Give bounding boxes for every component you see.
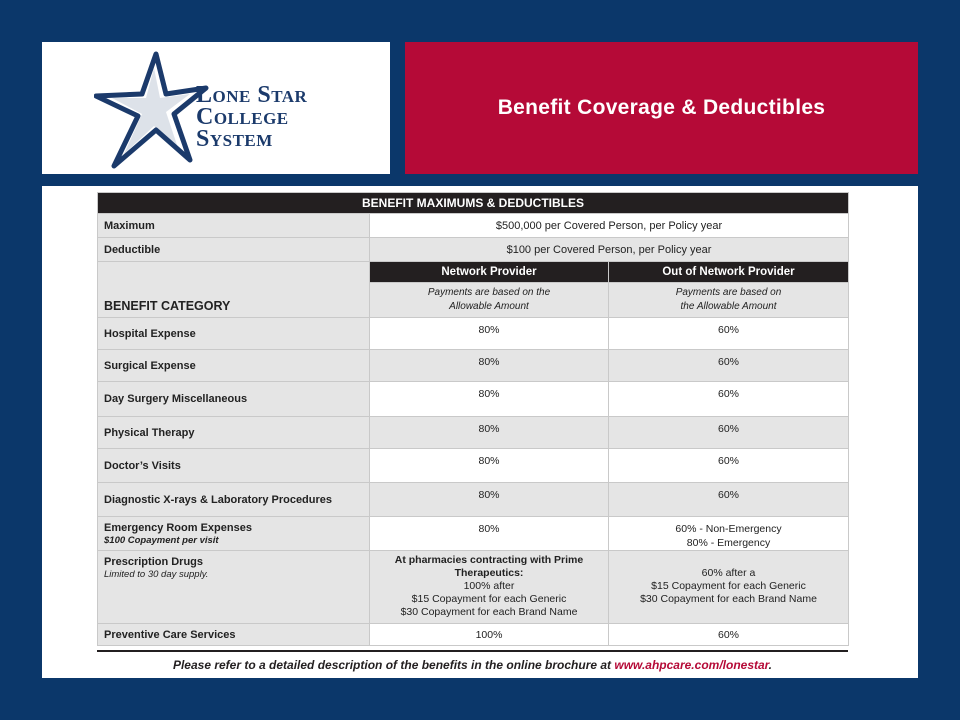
maximum-row bbox=[98, 214, 849, 238]
preventive-network-value: 100% bbox=[370, 624, 609, 646]
emergency-out-value: 60% - Non-Emergency 80% - Emergency bbox=[609, 517, 849, 551]
column-header-row bbox=[98, 262, 849, 283]
prescription-note: Limited to 30 day supply. bbox=[104, 569, 209, 580]
row-out-value: 60% bbox=[609, 350, 849, 382]
prescription-out-value: 60% after a $15 Copayment for each Generic $30 Copayment for each Brand Name bbox=[609, 551, 849, 624]
content-panel bbox=[42, 186, 918, 678]
preventive-out-value: 60% bbox=[609, 624, 849, 646]
row-out-value: 60% bbox=[609, 318, 849, 350]
page-title: Benefit Coverage & Deductibles bbox=[497, 96, 826, 119]
logo-panel bbox=[42, 42, 390, 174]
row-network-value: 80% bbox=[370, 417, 609, 449]
emergency-network-value: 80% bbox=[370, 517, 609, 551]
row-network-value: 80% bbox=[370, 350, 609, 382]
network-provider-header: Network Provider bbox=[370, 262, 609, 283]
row-network-value: 80% bbox=[370, 483, 609, 517]
logo-text bbox=[196, 84, 307, 150]
preventive-category: Preventive Care Services bbox=[98, 624, 370, 646]
row-out-value: 60% bbox=[609, 382, 849, 417]
table-row bbox=[98, 483, 849, 517]
maximum-label: Maximum bbox=[98, 214, 370, 238]
prescription-row bbox=[98, 551, 849, 624]
row-category: Diagnostic X-rays & Laboratory Procedures bbox=[98, 483, 370, 517]
out-of-network-header: Out of Network Provider bbox=[609, 262, 849, 283]
deductible-value: $100 per Covered Person, per Policy year bbox=[370, 238, 849, 262]
table-row bbox=[98, 449, 849, 483]
benefit-category-label: BENEFIT CATEGORY bbox=[98, 262, 370, 318]
row-category: Day Surgery Miscellaneous bbox=[98, 382, 370, 417]
row-network-value: 80% bbox=[370, 382, 609, 417]
brochure-note-text: Please refer to a detailed description of the benefits in the online brochure at bbox=[172, 658, 615, 672]
row-category: Hospital Expense bbox=[98, 318, 370, 350]
table-row bbox=[98, 417, 849, 449]
brochure-note: Please refer to a detailed description of the benefits in the online brochure at www.ahpcare.com/lonestar. bbox=[97, 650, 848, 678]
table-row bbox=[98, 382, 849, 417]
logo-line-1: Lone Star bbox=[196, 82, 308, 108]
row-category: Surgical Expense bbox=[98, 350, 370, 382]
logo-line-2: College bbox=[196, 104, 289, 130]
row-out-value: 60% bbox=[609, 417, 849, 449]
network-payment-note: Payments are based on the Allowable Amount bbox=[370, 283, 609, 318]
deductible-row bbox=[98, 238, 849, 262]
logo-line-3: System bbox=[196, 126, 273, 152]
brochure-link[interactable]: www.ahpcare.com/lonestar bbox=[614, 658, 769, 672]
benefits-table bbox=[97, 192, 849, 646]
prescription-network-value: At pharmacies contracting with Prime Therapeutics: 100% after $15 Copayment for each Generic $30 Copayment for each Brand Name bbox=[370, 551, 609, 624]
row-network-value: 80% bbox=[370, 449, 609, 483]
table-title: BENEFIT MAXIMUMS & DEDUCTIBLES bbox=[98, 193, 849, 214]
title-panel bbox=[405, 42, 918, 174]
maximum-value: $500,000 per Covered Person, per Policy year bbox=[370, 214, 849, 238]
emergency-row bbox=[98, 517, 849, 551]
row-category: Doctor’s Visits bbox=[98, 449, 370, 483]
row-out-value: 60% bbox=[609, 483, 849, 517]
row-out-value: 60% bbox=[609, 449, 849, 483]
deductible-label: Deductible bbox=[98, 238, 370, 262]
preventive-row bbox=[98, 624, 849, 646]
emergency-category: Emergency Room Expenses $100 Copayment per visit bbox=[98, 517, 370, 551]
row-network-value: 80% bbox=[370, 318, 609, 350]
emergency-note: $100 Copayment per visit bbox=[104, 534, 219, 546]
prescription-category: Prescription Drugs Limited to 30 day supply. bbox=[98, 551, 370, 624]
out-payment-note: Payments are based on the Allowable Amount bbox=[609, 283, 849, 318]
table-row bbox=[98, 318, 849, 350]
table-row bbox=[98, 350, 849, 382]
table-title-row bbox=[98, 193, 849, 214]
row-category: Physical Therapy bbox=[98, 417, 370, 449]
